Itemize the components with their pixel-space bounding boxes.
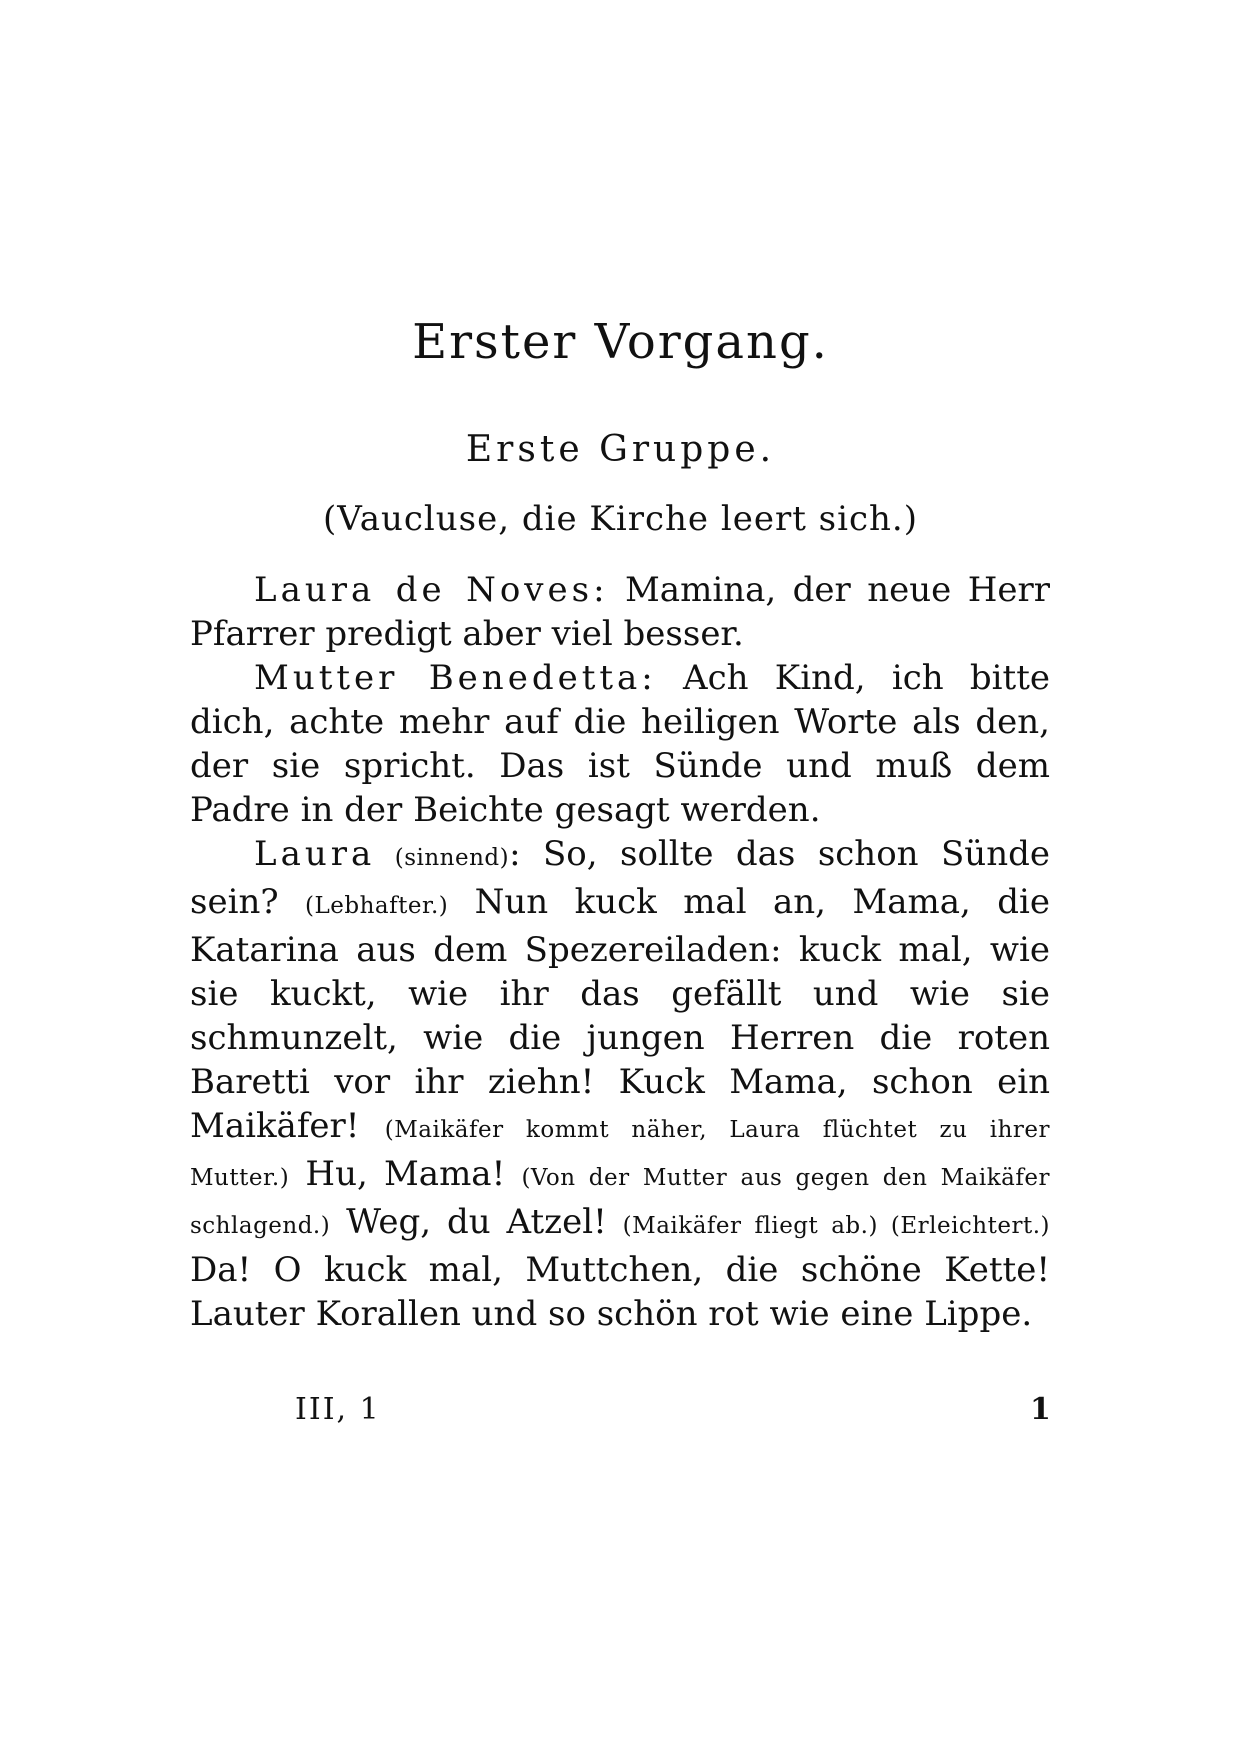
dialogue-paragraph-laura-1 bbox=[190, 568, 1050, 656]
stage-direction: (Maikäfer kommt näher, Laura flüchtet zu ihrer Mutter.) bbox=[190, 1117, 1051, 1191]
speech-text: Ach Kind, ich bitte dich, achte mehr auf die heiligen Worte als den, der sie spricht. Das ist Sünde und muß dem Padre in der Beichte gesagt werden. bbox=[190, 658, 1050, 830]
speech-text: Nun kuck mal an, Mama, die Katarina aus dem Spezereiladen: kuck mal, wie sie kuckt, wie ihr das gefällt und wie sie schmunzelt, wie die jungen Herren die roten Baretti vor ihr ziehn! Kuck Mama, schon ein Maikäfer! bbox=[190, 882, 1050, 1146]
speaker-name: Laura de Noves: bbox=[254, 570, 609, 610]
speech-text: Da! O kuck mal, Muttchen, die schöne Kette! Lauter Korallen und so schön rot wie eine Lippe. bbox=[190, 1250, 1050, 1334]
page-number: 1 bbox=[1030, 1392, 1051, 1427]
signature-mark: III, 1 bbox=[295, 1392, 381, 1427]
act-title: Erster Vorgang. bbox=[412, 314, 829, 370]
speech-text: : So, sollte das schon Sünde sein? bbox=[190, 834, 1050, 922]
dialogue-block bbox=[190, 568, 1050, 1336]
speech-text: Mamina, der neue Herr Pfarrer predigt aber viel besser. bbox=[190, 570, 1050, 654]
stage-direction: (sinnend) bbox=[375, 845, 510, 871]
speaker-name: Mutter Benedetta: bbox=[254, 658, 657, 698]
dialogue-paragraph-laura-2 bbox=[190, 832, 1050, 1336]
speaker-name: Laura bbox=[254, 834, 376, 874]
speech-text: Weg, du Atzel! bbox=[330, 1202, 623, 1242]
dialogue-paragraph-mutter bbox=[190, 656, 1050, 832]
stage-direction: (Maikäfer fliegt ab.) (Erleichtert.) bbox=[622, 1213, 1050, 1239]
speech-text: Hu, Mama! bbox=[289, 1154, 522, 1194]
group-title: Erste Gruppe. bbox=[465, 429, 776, 470]
scene-setting: (Vaucluse, die Kirche leert sich.) bbox=[323, 499, 918, 539]
stage-direction: (Von der Mutter aus gegen den Maikäfer schlagend.) bbox=[190, 1165, 1050, 1239]
stage-direction: (Lebhafter.) bbox=[305, 893, 449, 919]
